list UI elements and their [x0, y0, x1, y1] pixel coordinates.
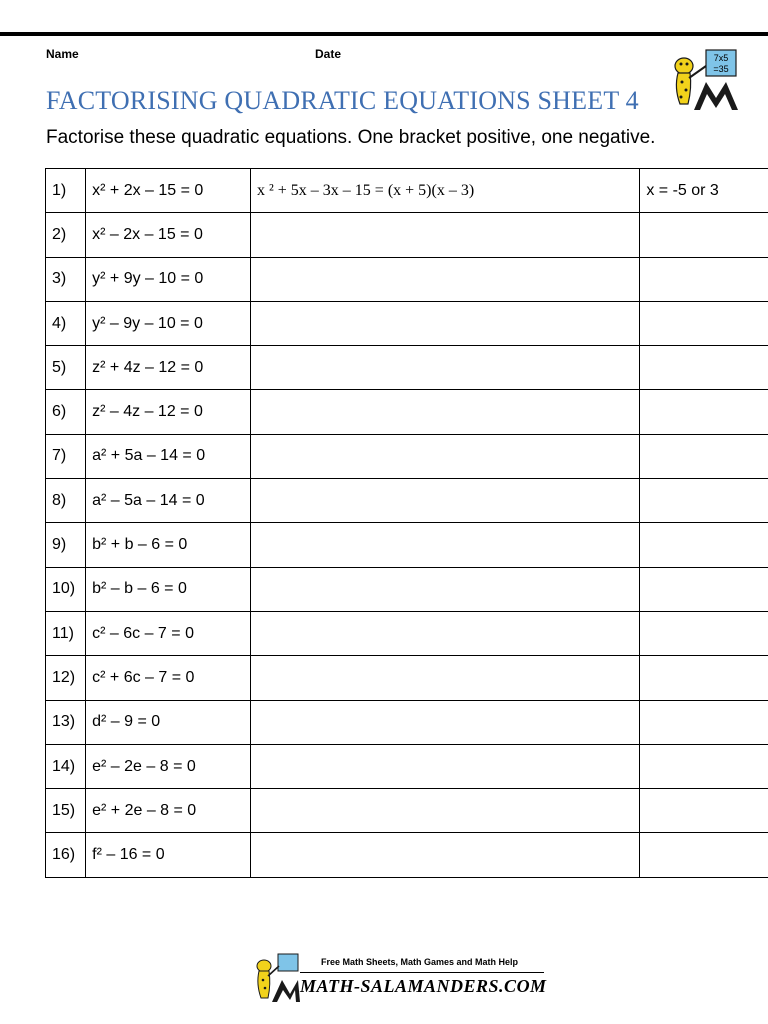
equation-cell: c² + 6c – 7 = 0 [86, 656, 251, 700]
working-cell[interactable] [250, 833, 639, 877]
working-cell[interactable] [250, 390, 639, 434]
answer-cell[interactable] [640, 434, 768, 478]
problem-number: 11) [46, 611, 86, 655]
working-cell[interactable] [250, 523, 639, 567]
equation-cell: a² – 5a – 14 = 0 [86, 479, 251, 523]
equation-cell: a² + 5a – 14 = 0 [86, 434, 251, 478]
working-cell[interactable] [250, 479, 639, 523]
equation-cell: y² – 9y – 10 = 0 [86, 301, 251, 345]
problem-number: 6) [46, 390, 86, 434]
problem-number: 1) [46, 169, 86, 213]
answer-cell[interactable] [640, 257, 768, 301]
top-rule [0, 32, 768, 36]
equation-cell: e² – 2e – 8 = 0 [86, 744, 251, 788]
name-label: Name [46, 47, 79, 61]
sign-text-2: =35 [713, 64, 729, 74]
table-row [46, 301, 768, 345]
equation-cell: x² + 2x – 15 = 0 [86, 169, 251, 213]
problem-number: 4) [46, 301, 86, 345]
page-title: FACTORISING QUADRATIC EQUATIONS SHEET 4 [46, 86, 639, 115]
working-cell[interactable] [250, 567, 639, 611]
table-row [46, 390, 768, 434]
working-cell[interactable] [250, 611, 639, 655]
footer-rule [300, 972, 544, 973]
equation-cell: z² – 4z – 12 = 0 [86, 390, 251, 434]
equation-cell: d² – 9 = 0 [86, 700, 251, 744]
answer-cell[interactable] [640, 656, 768, 700]
sign-text-1: 7x5 [713, 53, 729, 63]
footer-salamander-icon [250, 952, 300, 1004]
answer-cell[interactable] [640, 833, 768, 877]
table-row [46, 257, 768, 301]
answer-cell[interactable] [640, 479, 768, 523]
answer-cell[interactable] [640, 390, 768, 434]
table-row [46, 479, 768, 523]
working-cell[interactable] [250, 744, 639, 788]
problem-number: 3) [46, 257, 86, 301]
table-row [46, 833, 768, 877]
problem-number: 13) [46, 700, 86, 744]
equation-cell: z² + 4z – 12 = 0 [86, 346, 251, 390]
table-row [46, 523, 768, 567]
table-row [46, 744, 768, 788]
equation-cell: e² + 2e – 8 = 0 [86, 789, 251, 833]
working-cell[interactable] [250, 301, 639, 345]
problem-number: 5) [46, 346, 86, 390]
answer-cell[interactable] [640, 611, 768, 655]
equation-cell: b² – b – 6 = 0 [86, 567, 251, 611]
table-row [46, 567, 768, 611]
working-cell[interactable]: x ² + 5x – 3x – 15 = (x + 5)(x – 3) [250, 169, 639, 213]
table-row [46, 611, 768, 655]
working-cell[interactable] [250, 346, 639, 390]
salamander-logo-icon [662, 46, 742, 112]
equation-cell: y² + 9y – 10 = 0 [86, 257, 251, 301]
problem-number: 16) [46, 833, 86, 877]
problem-number: 8) [46, 479, 86, 523]
answer-cell[interactable]: x = -5 or 3 [640, 169, 768, 213]
working-cell[interactable] [250, 434, 639, 478]
date-label: Date [315, 47, 342, 61]
footer-tagline: Free Math Sheets, Math Games and Math Help [321, 957, 519, 967]
problem-number: 14) [46, 744, 86, 788]
problem-number: 7) [46, 434, 86, 478]
table-row [46, 434, 768, 478]
table-row [46, 656, 768, 700]
equation-cell: b² + b – 6 = 0 [86, 523, 251, 567]
problem-number: 10) [46, 567, 86, 611]
answer-cell[interactable] [640, 700, 768, 744]
working-cell[interactable] [250, 700, 639, 744]
working-cell[interactable] [250, 213, 639, 257]
worksheet-table [45, 168, 768, 878]
table-row [46, 346, 768, 390]
working-cell[interactable] [250, 257, 639, 301]
equation-cell: c² – 6c – 7 = 0 [86, 611, 251, 655]
answer-cell[interactable] [640, 346, 768, 390]
answer-cell[interactable] [640, 523, 768, 567]
table-row [46, 169, 768, 213]
table-row [46, 213, 768, 257]
answer-cell[interactable] [640, 744, 768, 788]
answer-cell[interactable] [640, 213, 768, 257]
table-row [46, 700, 768, 744]
problem-number: 15) [46, 789, 86, 833]
instructions: Factorise these quadratic equations. One bracket positive, one negative. [46, 127, 656, 148]
working-cell[interactable] [250, 789, 639, 833]
working-cell[interactable] [250, 656, 639, 700]
table-row [46, 789, 768, 833]
problem-number: 9) [46, 523, 86, 567]
problem-number: 12) [46, 656, 86, 700]
footer-brand[interactable]: MATH-SALAMANDERS.COM [300, 976, 547, 996]
answer-cell[interactable] [640, 301, 768, 345]
answer-cell[interactable] [640, 789, 768, 833]
answer-cell[interactable] [640, 567, 768, 611]
problem-number: 2) [46, 213, 86, 257]
equation-cell: f² – 16 = 0 [86, 833, 251, 877]
equation-cell: x² – 2x – 15 = 0 [86, 213, 251, 257]
